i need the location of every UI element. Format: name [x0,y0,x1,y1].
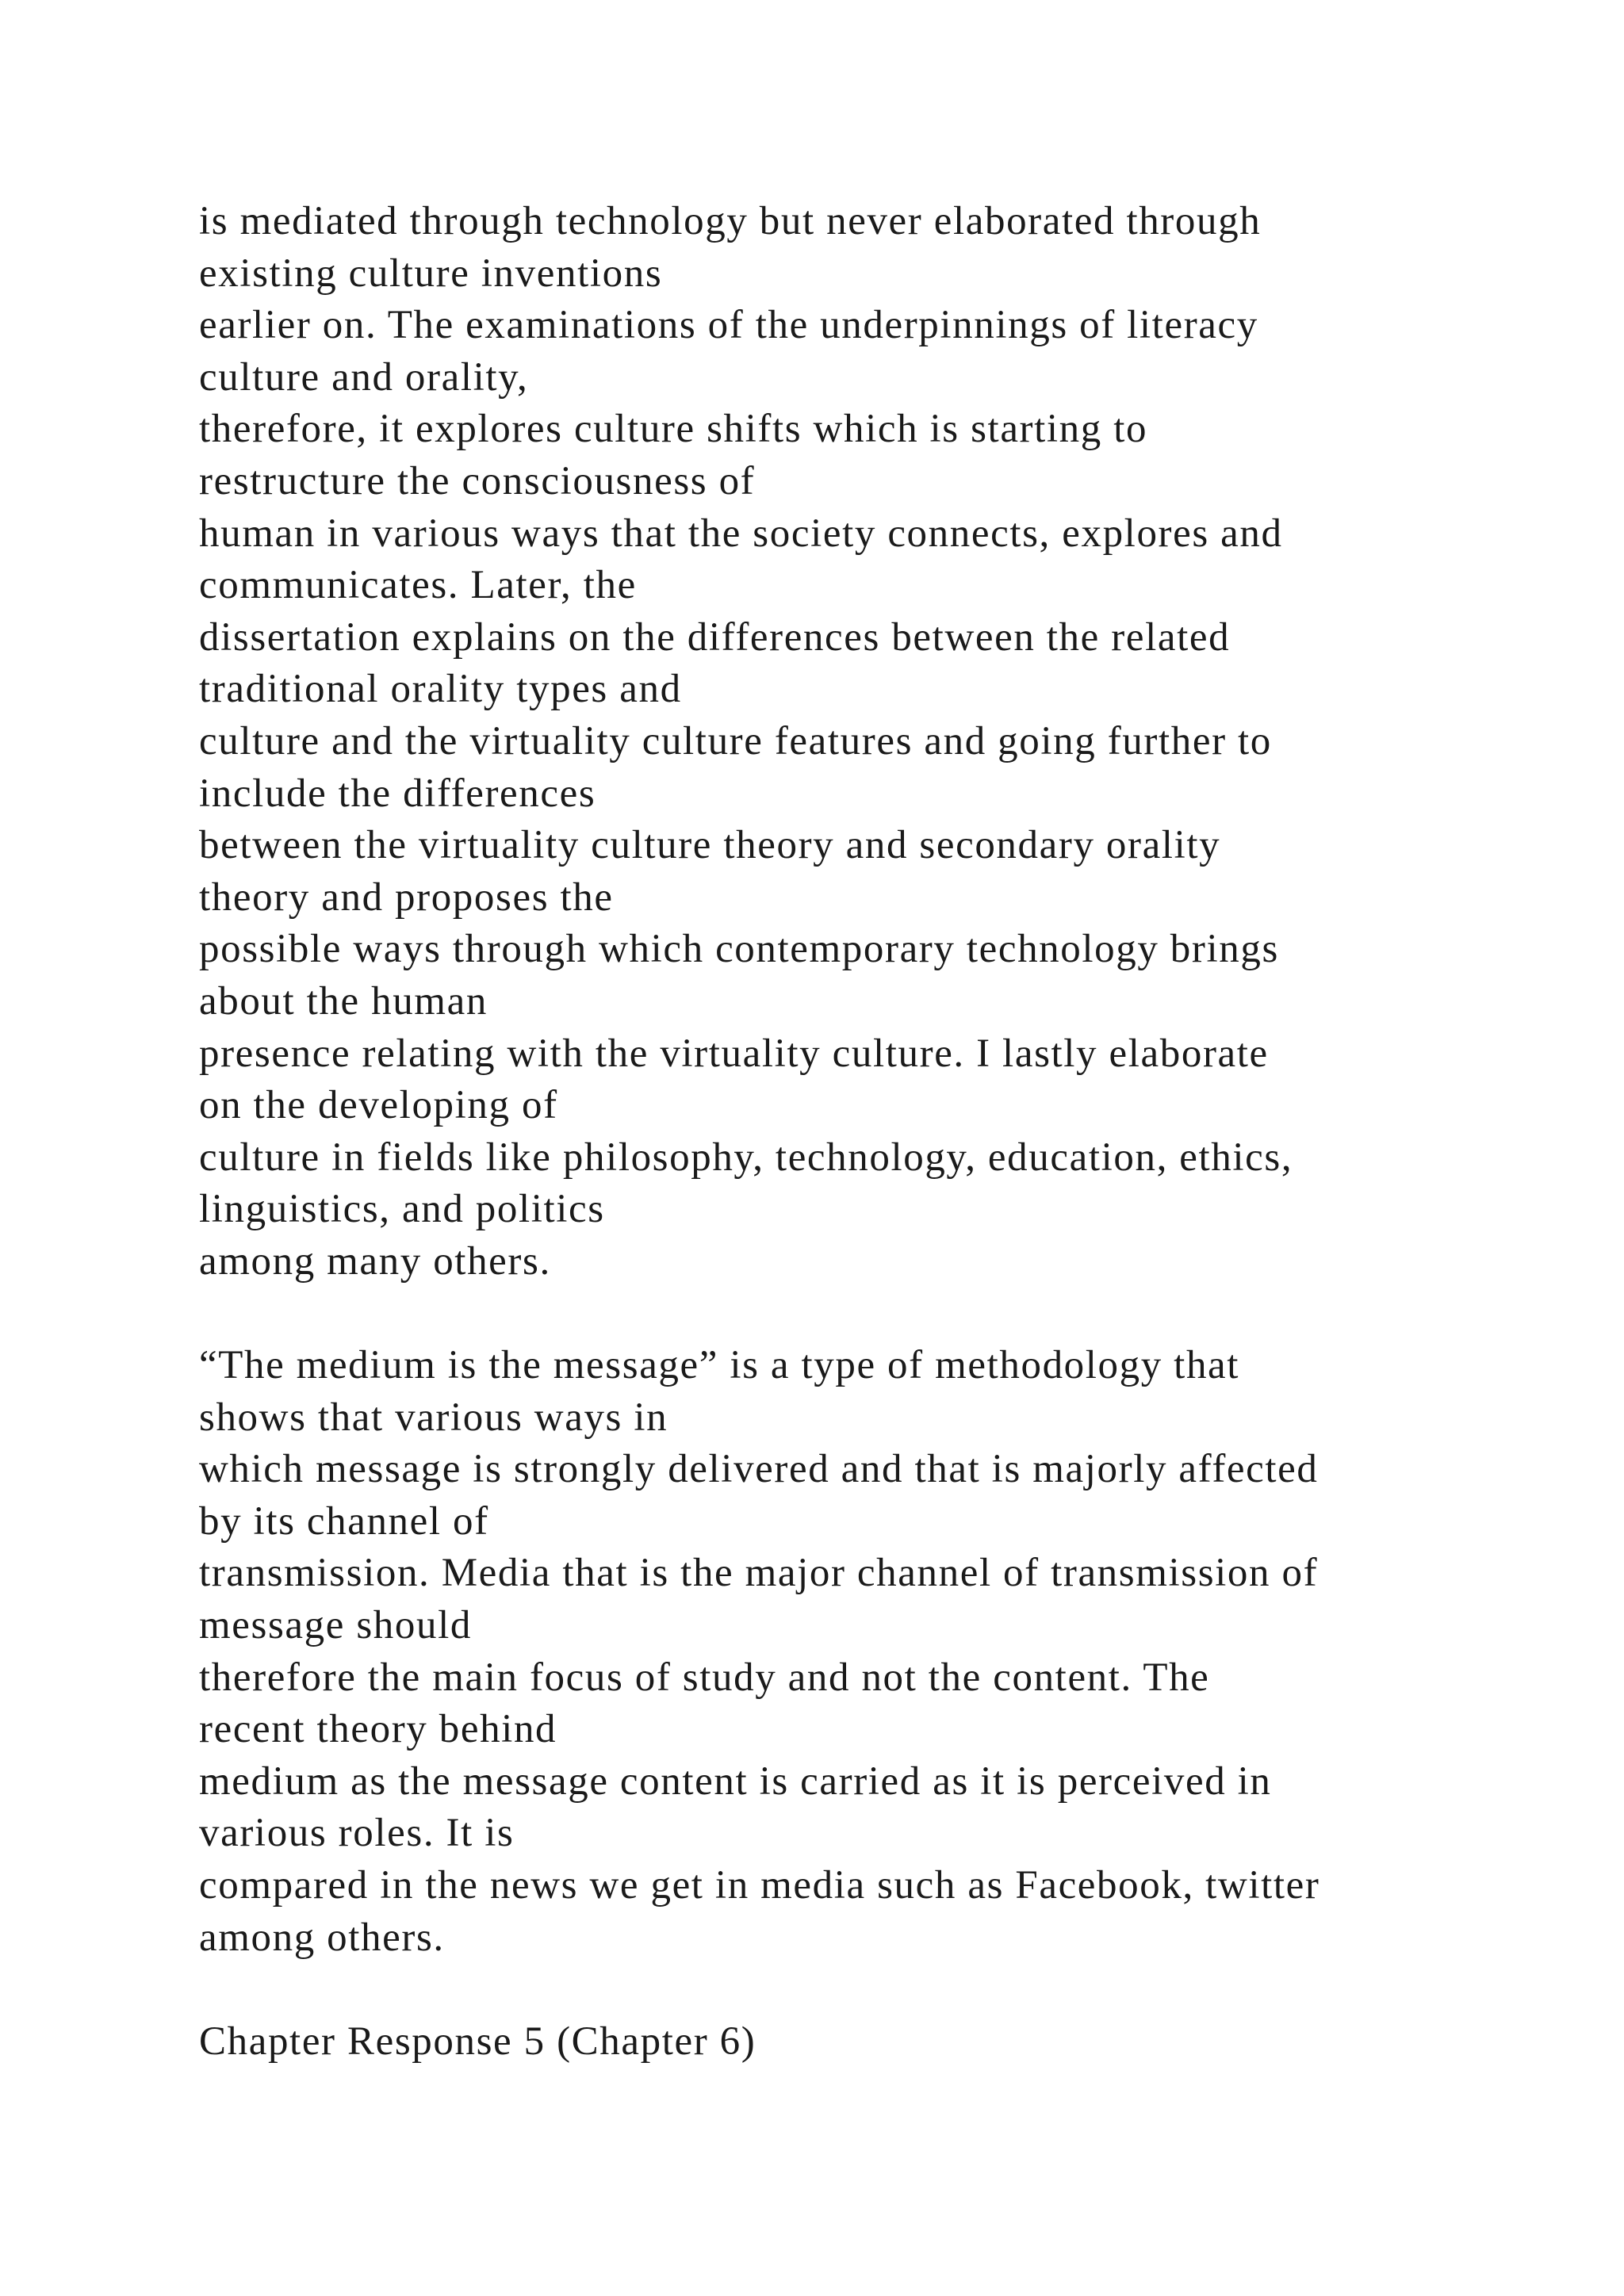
text-line: communicates. Later, the [199,563,637,608]
chapter-heading [199,2016,1484,2068]
text-line: which message is strongly delivered and that is majorly affected [199,1447,1319,1492]
text-line: culture and orality, [199,354,529,400]
text-line: message should [199,1603,472,1648]
text-line: presence relating with the virtuality culture. I lastly elaborate [199,1031,1269,1076]
text-line: on the developing of [199,1083,558,1128]
text-line: “The medium is the message” is a type of methodology that [199,1343,1240,1388]
paragraph-spacer [199,1964,1484,2016]
text-line: dissertation explains on the differences between the related [199,614,1231,660]
text-line: compared in the news we get in media such as Facebook, twitter [199,1863,1320,1908]
text-line: restructure the consciousness of [199,458,756,503]
text-line: recent theory behind [199,1707,557,1752]
text-line: between the virtuality culture theory and secondary orality [199,823,1221,868]
text-line: shows that various ways in [199,1395,668,1440]
text-line: by its channel of [199,1498,489,1544]
text-line: among others. [199,1915,445,1960]
text-line: among many others. [199,1238,551,1284]
text-line: therefore, it explores culture shifts which is starting to [199,407,1148,452]
text-line: traditional orality types and [199,667,682,712]
text-line: various roles. It is [199,1811,515,1856]
text-line: include the differences [199,771,596,816]
text-line: about the human [199,978,488,1024]
paragraph-1 [199,196,1484,1288]
text-line: is mediated through technology but never elaborated through [199,199,1262,243]
document-body [199,196,1484,2068]
paragraph-2 [199,1340,1484,1964]
text-line: linguistics, and politics [199,1187,605,1232]
paragraph-spacer [199,1288,1484,1340]
text-line: therefore the main focus of study and not the content. The [199,1655,1210,1700]
chapter-response-title: Chapter Response 5 (Chapter 6) [199,2019,756,2064]
text-line: existing culture inventions [199,251,663,296]
text-line: culture and the virtuality culture features and going further to [199,718,1272,763]
text-line: medium as the message content is carried as it is perceived in [199,1758,1272,1804]
text-line: earlier on. The examinations of the underpinnings of literacy [199,303,1258,348]
text-line: human in various ways that the society connects, explores and [199,511,1283,556]
text-line: theory and proposes the [199,874,614,920]
text-line: culture in fields like philosophy, technology, education, ethics, [199,1135,1293,1180]
text-line: possible ways through which contemporary technology brings [199,927,1279,972]
text-line: transmission. Media that is the major channel of transmission of [199,1551,1319,1596]
